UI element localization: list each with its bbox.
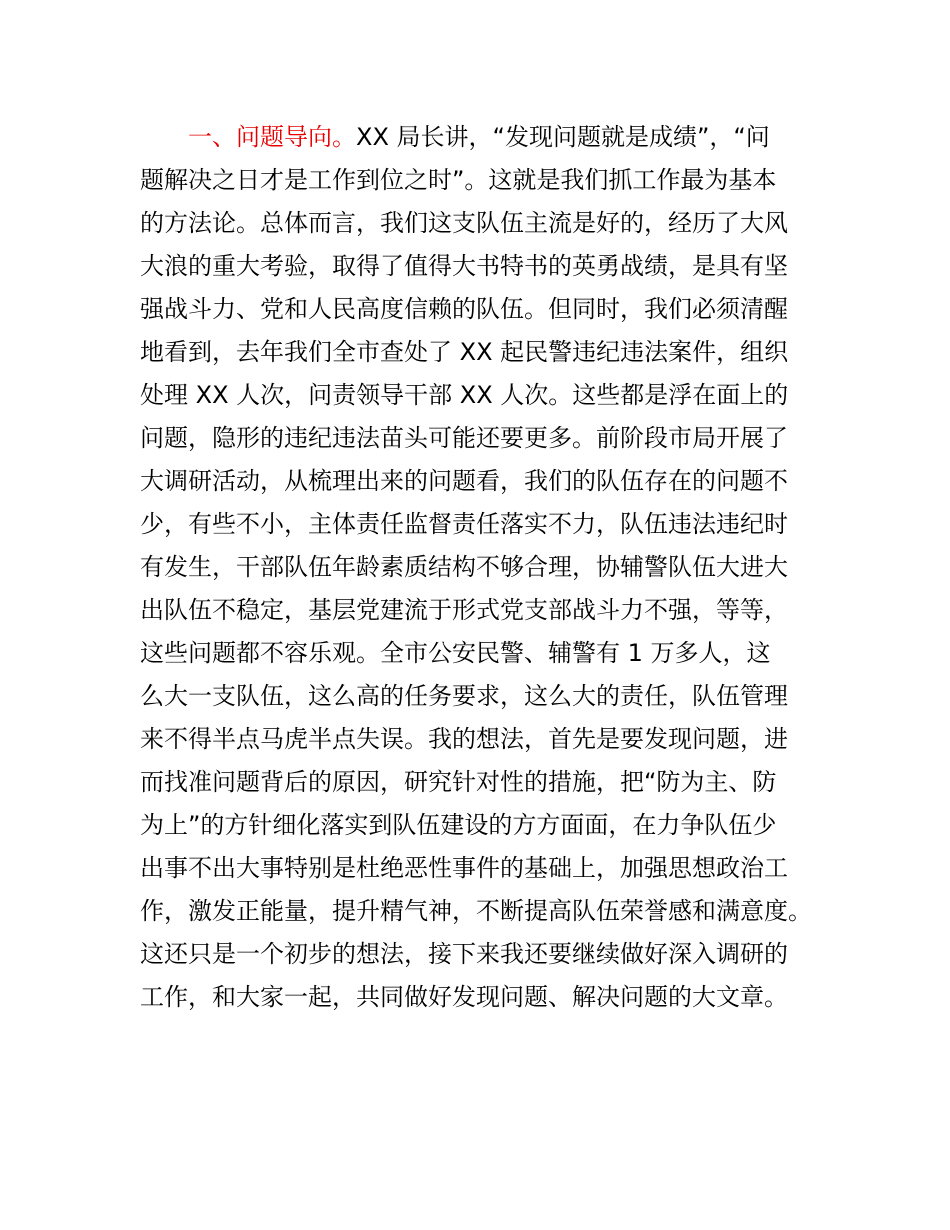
paragraph-line: 的方法论。总体而言，我们这支队伍主流是好的，经历了大风 — [140, 209, 788, 237]
paragraph-line: 为上”的方针细化落实到队伍建设的方方面面，在力争队伍少 — [140, 811, 777, 839]
paragraph-line: 地看到，去年我们全市查处了 XX 起民警违纪违法案件，组织 — [140, 338, 789, 366]
paragraph-line: 问题，隐形的违纪违法苗头可能还要更多。前阶段市局开展了 — [140, 424, 788, 452]
paragraph-line: 处理 XX 人次，问责领导干部 XX 人次。这些都是浮在面上的 — [140, 381, 789, 409]
paragraph-line: 少，有些不小，主体责任监督责任落实不力，队伍违法违纪时 — [140, 510, 788, 538]
paragraph-line: 么大一支队伍，这么高的任务要求，这么大的责任，队伍管理 — [140, 682, 788, 710]
paragraph-line: 题解决之日才是工作到位之时”。这就是我们抓工作最为基本 — [140, 166, 777, 194]
paragraph-line: 强战斗力、党和人民高度信赖的队伍。但同时，我们必须清醒 — [140, 295, 788, 323]
paragraph-line: 这些问题都不容乐观。全市公安民警、辅警有 1 万多人，这 — [140, 639, 771, 667]
paragraph-line: 工作，和大家一起，共同做好发现问题、解决问题的大文章。 — [140, 983, 788, 1011]
paragraph-line: 来不得半点马虎半点失误。我的想法，首先是要发现问题，进 — [140, 725, 788, 753]
body-paragraph — [140, 116, 840, 1019]
paragraph-line: 而找准问题背后的原因，研究针对性的措施，把“防为主、防 — [140, 768, 777, 796]
paragraph-line: 出队伍不稳定，基层党建流于形式党支部战斗力不强，等等， — [140, 596, 788, 624]
paragraph-line: 大浪的重大考验，取得了值得大书特书的英勇战绩，是具有坚 — [140, 252, 788, 280]
paragraph-line: 出事不出大事特别是杜绝恶性事件的基础上，加强思想政治工 — [140, 854, 788, 882]
line-text: XX 局长讲，“发现问题就是成绩”，“问 — [356, 123, 770, 151]
paragraph-line: 有发生，干部队伍年龄素质结构不够合理，协辅警队伍大进大 — [140, 553, 788, 581]
paragraph-line: 这还只是一个初步的想法，接下来我还要继续做好深入调研的 — [140, 940, 788, 968]
section-heading: 一、问题导向。 — [188, 123, 356, 151]
paragraph-line — [140, 116, 840, 159]
paragraph-line: 作，激发正能量，提升精气神，不断提高队伍荣誉感和满意度。 — [140, 897, 812, 925]
paragraph-line: 大调研活动，从梳理出来的问题看，我们的队伍存在的问题不 — [140, 467, 788, 495]
